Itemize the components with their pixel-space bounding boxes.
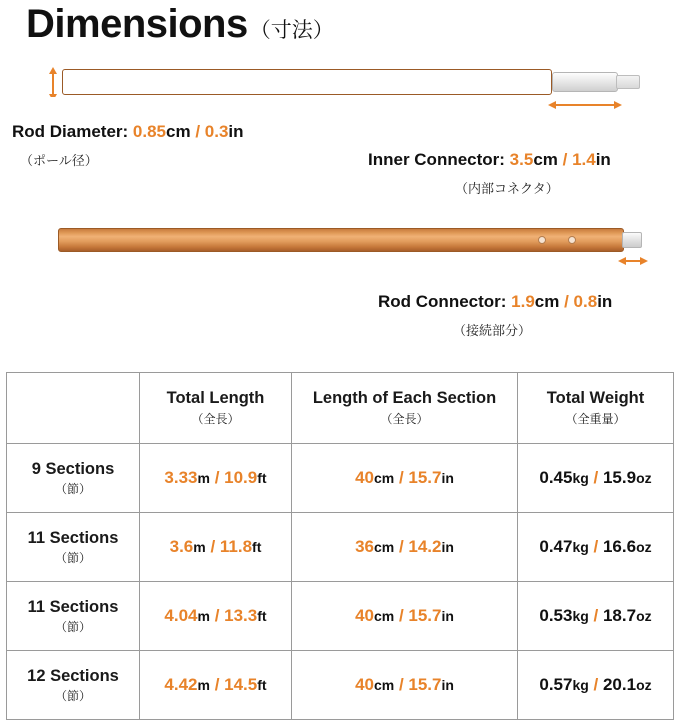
each-section-imperial: 14.2 [408,537,442,556]
weight-imperial-unit: oz [636,677,652,693]
header-label-jp: （全長） [191,412,240,427]
each-section-imperial: 15.7 [408,468,442,487]
total-length-imperial: 14.5 [224,675,258,694]
table-row [7,444,674,513]
weight-imperial-unit: oz [636,470,652,486]
row-total-length-cell [140,582,292,651]
value-separator: / [588,606,603,625]
rod-end-cap [616,75,640,89]
total-length-imperial-unit: ft [257,470,267,486]
weight-imperial: 18.7 [602,606,637,625]
total-length-metric: 4.42 [164,675,198,694]
each-section-metric: 40 [355,468,374,487]
header-label-jp: （全長） [380,412,429,427]
table-header-row [7,373,674,444]
rod-connector-japanese-label: （接続部分） [453,323,532,338]
weight-imperial: 15.9 [602,468,637,487]
weight-metric: 0.45 [539,468,573,487]
table-header-total-weight [518,373,674,444]
each-section-imperial: 15.7 [408,606,442,625]
inner-connector-arrow-icon [548,98,622,112]
total-length-metric: 4.04 [164,606,198,625]
weight-metric: 0.47 [539,537,573,556]
sections-label: 11 Sections [27,598,119,617]
each-section-metric: 40 [355,606,374,625]
value-separator: / [205,537,220,556]
rod-diameter-value-in: 0.3 [204,122,229,141]
rod-diameter-japanese-label: （ポール径） [20,153,98,168]
row-total-weight-cell [518,513,674,582]
title-main-text: Dimensions [26,2,248,46]
total-length-imperial: 11.8 [219,537,253,556]
table-header-empty [7,373,140,444]
value-separator: / [209,606,225,625]
total-length-imperial: 10.9 [224,468,258,487]
sections-label-jp: （節） [54,482,91,497]
rod-hole-icon [568,236,576,244]
header-label: Length of Each Section [312,389,497,408]
weight-metric-unit: kg [572,677,589,693]
total-length-imperial-unit: ft [257,677,267,693]
row-each-section-cell [292,582,518,651]
rod-connector-value-cm: 1.9 [511,292,535,311]
rod-diagram-bottom [40,222,640,262]
sections-label-jp: （節） [54,689,91,704]
value-separator: / [588,675,603,694]
value-separator: / [209,675,225,694]
each-section-metric: 36 [355,537,374,556]
total-length-metric: 3.6 [169,537,194,556]
total-length-metric-unit: m [197,677,210,693]
total-length-metric-unit: m [193,539,206,555]
table-row [7,582,674,651]
value-separator: / [209,468,225,487]
weight-metric-unit: kg [572,470,589,486]
inner-connector-unit-in: in [595,150,611,169]
value-separator: / [588,537,603,556]
rod-diameter-unit-cm: cm [166,122,191,141]
header-label: Total Length [166,389,265,408]
rod2-connector-white [622,232,642,248]
each-section-imperial-unit: in [441,608,454,624]
diameter-arrow-icon [46,67,58,97]
rod-connector-unit-in: in [597,292,613,311]
table-header-total-length [140,373,292,444]
row-each-section-cell [292,651,518,720]
weight-imperial-unit: oz [636,539,652,555]
rod-diameter-label-text: Rod Diameter: [12,122,133,141]
sections-label-jp: （節） [54,551,91,566]
weight-metric: 0.57 [539,675,573,694]
rod-diameter-label [12,122,244,142]
value-separator: / [394,675,409,694]
rod-diameter-unit-in: in [228,122,244,141]
weight-metric-unit: kg [572,539,589,555]
total-length-imperial-unit: ft [252,539,262,555]
row-sections-cell [7,444,140,513]
title-japanese-text: （寸法） [249,19,334,42]
inner-connector-unit-cm: cm [533,150,558,169]
inner-connector-value-cm: 3.5 [509,150,534,169]
weight-imperial-unit: oz [636,608,652,624]
weight-imperial: 20.1 [602,675,637,694]
sections-label: 11 Sections [27,529,119,548]
row-sections-cell [7,651,140,720]
rod-diameter-value-cm: 0.85 [132,122,167,141]
rod-connector-label-text: Rod Connector: [378,292,512,311]
table-row [7,651,674,720]
rod-orange-body [62,69,552,95]
value-separator: / [394,537,409,556]
each-section-metric-unit: cm [373,608,395,624]
table-row [7,513,674,582]
each-section-imperial-unit: in [441,677,454,693]
row-each-section-cell [292,444,518,513]
sections-label: 9 Sections [31,460,115,479]
value-separator: / [394,606,409,625]
row-total-weight-cell [518,444,674,513]
weight-metric-unit: kg [572,608,589,624]
each-section-imperial-unit: in [441,470,454,486]
total-length-imperial-unit: ft [257,608,267,624]
row-sections-cell [7,582,140,651]
rod-connector-separator: / [559,292,574,311]
weight-metric: 0.53 [539,606,573,625]
each-section-imperial-unit: in [441,539,454,555]
sections-label: 12 Sections [27,667,119,686]
inner-connector-separator: / [557,150,573,169]
total-length-metric-unit: m [197,608,210,624]
rod-connector-value-in: 0.8 [573,292,598,311]
row-total-length-cell [140,444,292,513]
weight-imperial: 16.6 [602,537,637,556]
value-separator: / [394,468,409,487]
each-section-metric-unit: cm [373,470,395,486]
specifications-table [6,372,674,720]
inner-connector-value-in: 1.4 [572,150,596,169]
row-sections-cell [7,513,140,582]
header-label-jp: （全重量） [565,412,626,427]
rod-inner-connector-white [552,72,618,92]
row-total-weight-cell [518,582,674,651]
rod-connector-unit-cm: cm [534,292,560,311]
inner-connector-label [368,150,611,170]
each-section-metric-unit: cm [373,539,395,555]
page-title [26,2,334,47]
total-length-metric: 3.33 [164,468,198,487]
header-label: Total Weight [546,389,645,408]
inner-connector-label-text: Inner Connector: [368,150,510,169]
row-each-section-cell [292,513,518,582]
table-header-each-section [292,373,518,444]
row-total-length-cell [140,513,292,582]
row-total-weight-cell [518,651,674,720]
value-separator: / [588,468,603,487]
row-total-length-cell [140,651,292,720]
total-length-imperial: 13.3 [224,606,258,625]
total-length-metric-unit: m [197,470,210,486]
each-section-metric-unit: cm [373,677,395,693]
each-section-metric: 40 [355,675,374,694]
sections-label-jp: （節） [54,620,91,635]
rod-connector-label [378,292,612,312]
rod-hole-icon [538,236,546,244]
each-section-imperial: 15.7 [408,675,442,694]
inner-connector-japanese-label: （内部コネクタ） [455,181,559,196]
rod-connector-arrow-icon [618,254,648,268]
rod-diameter-separator: / [190,122,205,141]
rod-diagram-top [40,64,640,106]
